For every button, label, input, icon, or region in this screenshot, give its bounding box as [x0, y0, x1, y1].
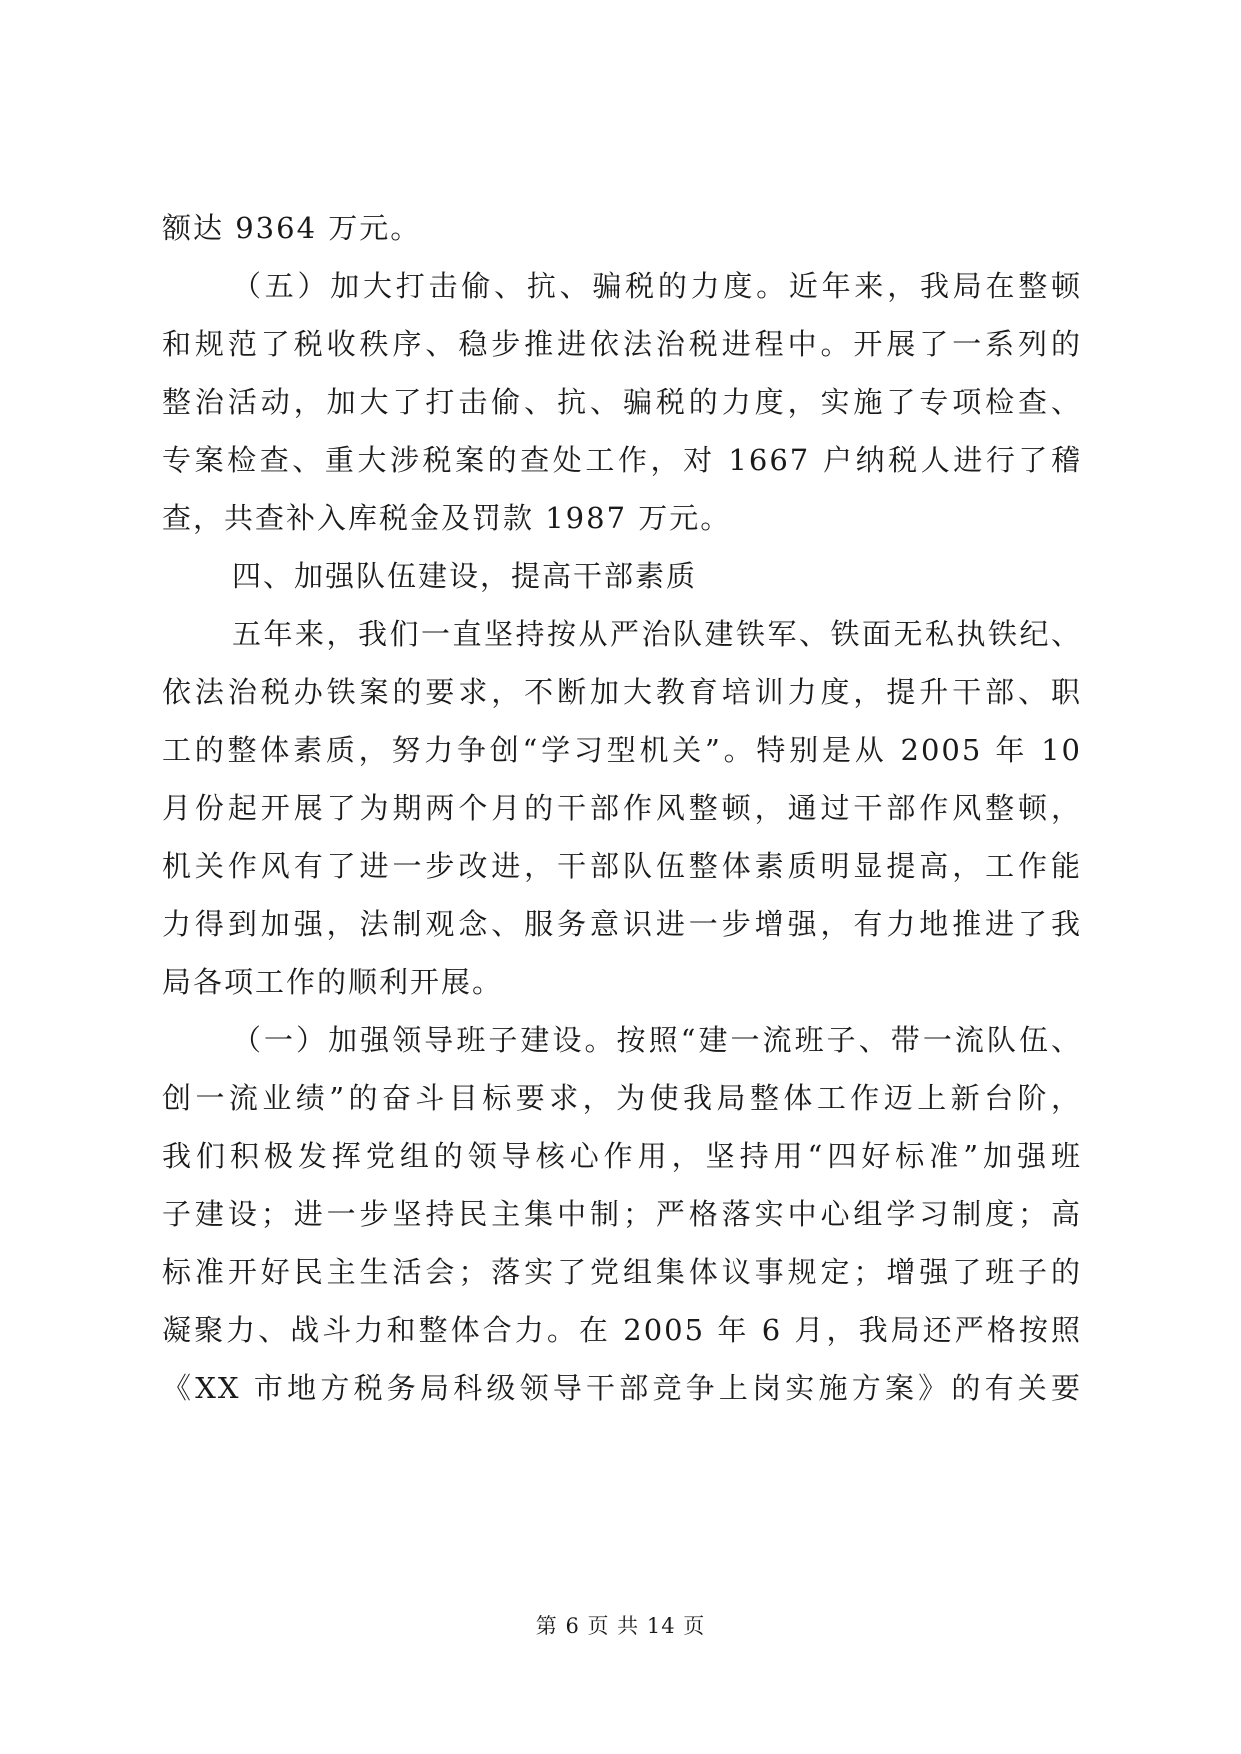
text-line: 机关作风有了进一步改进，干部队伍整体素质明显提高，工作能 — [162, 849, 1082, 883]
section-heading-four: 四、加强队伍建设，提高干部素质 — [232, 559, 698, 593]
text-line: 和规范了税收秩序、稳步推进依法治税进程中。开展了一系列的 — [162, 327, 1082, 361]
text-line: 我们积极发挥党组的领导核心作用，坚持用“四好标准”加强班 — [162, 1139, 1082, 1173]
text-line: 额达 9364 万元。 — [162, 211, 422, 245]
text-line: 局各项工作的顺利开展。 — [162, 965, 504, 999]
text-line: 创一流业绩”的奋斗目标要求，为使我局整体工作迈上新台阶， — [162, 1081, 1082, 1115]
text-line: 力得到加强，法制观念、服务意识进一步增强，有力地推进了我 — [162, 907, 1082, 941]
text-line: 月份起开展了为期两个月的干部作风整顿，通过干部作风整顿， — [162, 791, 1082, 825]
text-line: 子建设；进一步坚持民主集中制；严格落实中心组学习制度；高 — [162, 1197, 1082, 1231]
text-line: 工的整体素质，努力争创“学习型机关”。特别是从 2005 年 10 — [162, 733, 1082, 767]
text-line: 《XX 市地方税务局科级领导干部竞争上岗实施方案》的有关要 — [162, 1371, 1082, 1405]
text-line: 专案检查、重大涉税案的查处工作，对 1667 户纳税人进行了稽 — [162, 443, 1082, 477]
page-number-footer: 第 6 页 共 14 页 — [535, 1614, 706, 1638]
paragraph-heading-one: （一）加强领导班子建设。按照“建一流班子、带一流队伍、 — [232, 1023, 1082, 1057]
text-line: 整治活动，加大了打击偷、抗、骗税的力度，实施了专项检查、 — [162, 385, 1082, 419]
text-line: 凝聚力、战斗力和整体合力。在 2005 年 6 月，我局还严格按照 — [162, 1313, 1082, 1347]
text-line: 五年来，我们一直坚持按从严治队建铁军、铁面无私执铁纪、 — [232, 617, 1082, 651]
text-line: 标准开好民主生活会；落实了党组集体议事规定；增强了班子的 — [162, 1255, 1082, 1289]
paragraph-heading-five: （五）加大打击偷、抗、骗税的力度。近年来，我局在整顿 — [232, 269, 1082, 303]
text-line: 依法治税办铁案的要求，不断加大教育培训力度，提升干部、职 — [162, 675, 1082, 709]
text-line: 查，共查补入库税金及罚款 1987 万元。 — [162, 501, 732, 535]
